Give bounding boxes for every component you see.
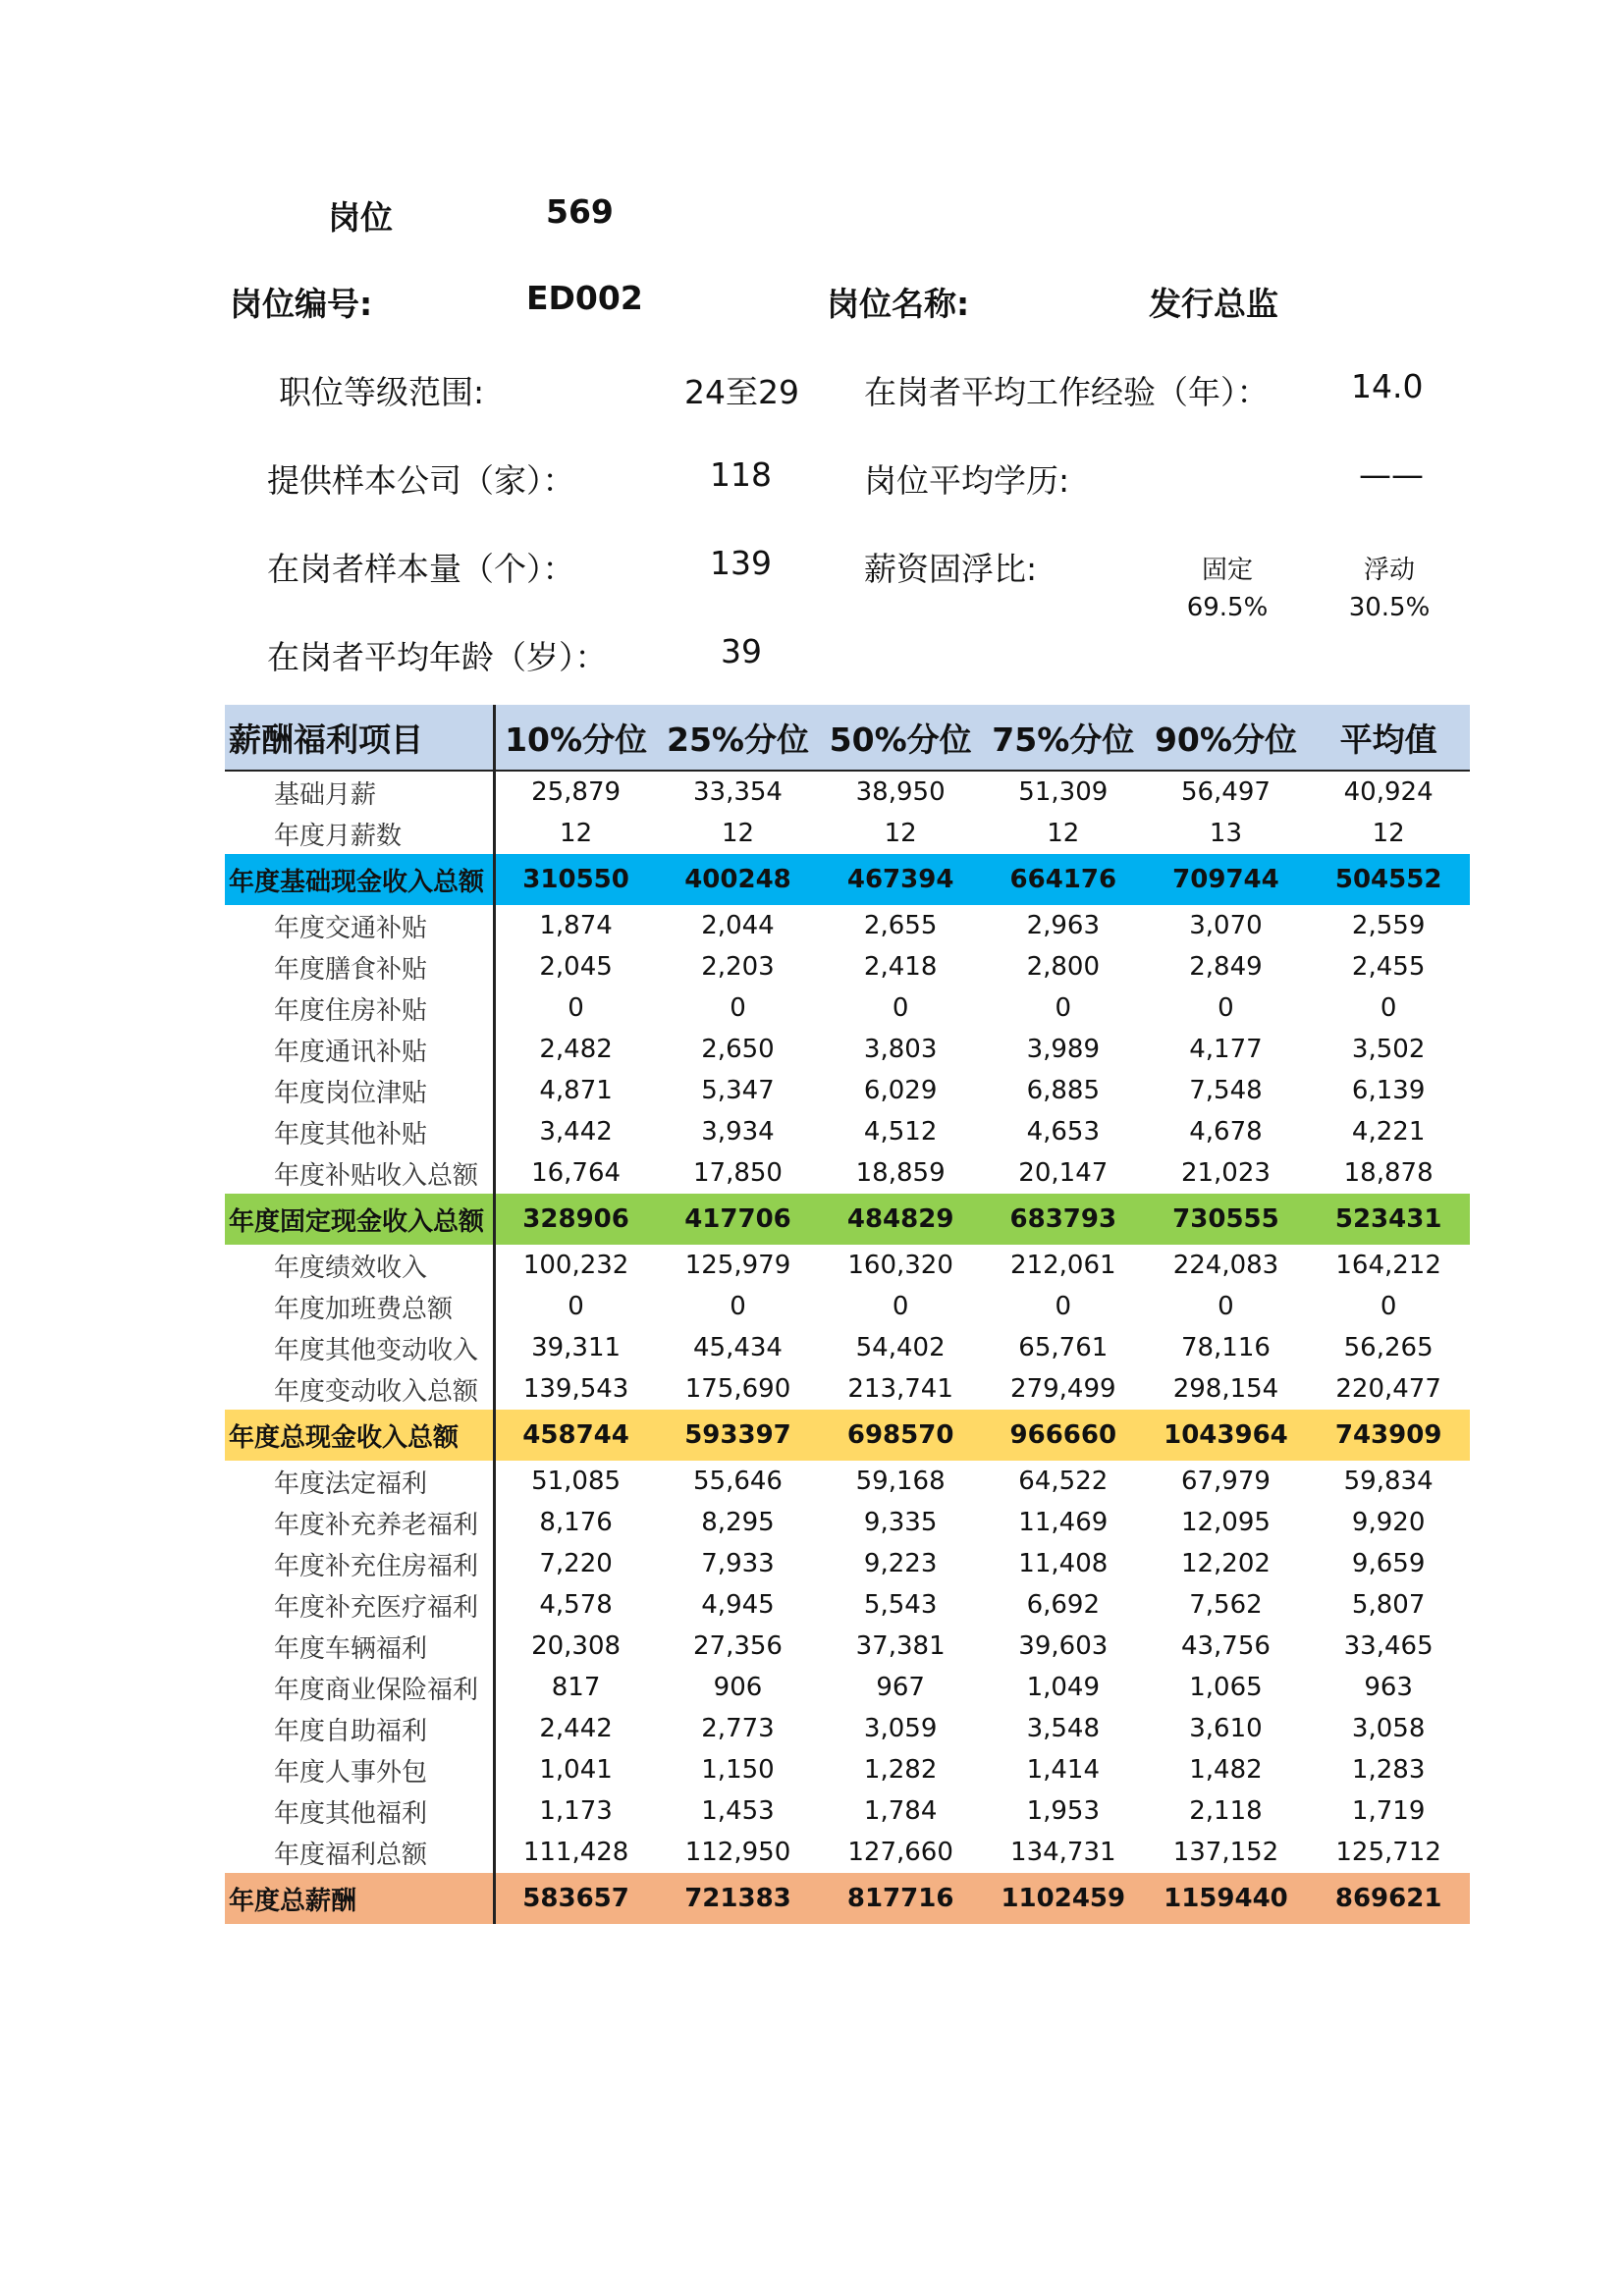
cell-value: 12,202 [1180,1549,1271,1578]
table-row [225,1626,1470,1667]
cell-value: 56,265 [1343,1333,1434,1362]
cell-value: 2,655 [863,911,938,940]
row-label: 年度基础现金收入总额 [225,854,494,905]
cell-value: 0 [1218,1292,1234,1321]
cell-value: 27,356 [692,1631,783,1661]
cell-value: 0 [568,1292,584,1321]
cell-value: 2,418 [863,952,938,982]
cell-value: 0 [1218,993,1234,1023]
cell-value: 1,049 [1026,1673,1101,1702]
cell-value: 127,660 [847,1838,953,1867]
cell-value: 504552 [1334,865,1442,894]
column-header: 50%分位 [819,705,982,771]
cell-value: 2,455 [1351,952,1426,982]
cell-value: 0 [730,993,746,1023]
cell-value: 2,849 [1189,952,1263,982]
cell-value: 1102459 [1001,1884,1126,1913]
table-row [225,1832,1470,1873]
cell-value: 1,784 [863,1796,938,1826]
table-row [225,1286,1470,1327]
cell-value: 3,803 [863,1035,938,1064]
table-total-row [225,854,1470,905]
cell-value: 0 [892,1292,909,1321]
cell-value: 8,176 [539,1508,613,1537]
cell-value: 40,924 [1343,777,1434,807]
row-label: 年度膳食补贴 [225,946,494,988]
cell-value: 1,041 [539,1755,613,1785]
post-label: 岗位 [328,198,393,237]
table-row [225,1543,1470,1584]
row-label: 年度交通补贴 [225,905,494,946]
row-label: 年度其他福利 [225,1790,494,1832]
row-label: 年度住房补贴 [225,988,494,1029]
row-label: 年度岗位津贴 [225,1070,494,1111]
post-value: 569 [546,192,614,231]
column-header: 平均值 [1307,705,1470,771]
cell-value: 45,434 [692,1333,783,1362]
cell-value: 458744 [522,1420,629,1450]
cell-value: 33,465 [1343,1631,1434,1661]
cell-value: 59,834 [1343,1467,1434,1496]
table-row [225,1029,1470,1070]
cell-value: 1,283 [1351,1755,1426,1785]
cell-value: 59,168 [855,1467,946,1496]
cell-value: 112,950 [684,1838,791,1867]
cell-value: 9,223 [863,1549,938,1578]
cell-value: 721383 [684,1884,791,1913]
cell-value: 0 [1380,993,1397,1023]
cell-value: 467394 [846,865,954,894]
cell-value: 137,152 [1172,1838,1279,1867]
cell-value: 39,311 [531,1333,622,1362]
cell-value: 9,335 [863,1508,938,1537]
cell-value: 4,177 [1189,1035,1263,1064]
cell-value: 817 [551,1673,601,1702]
cell-value: 20,308 [531,1631,622,1661]
cell-value: 3,070 [1189,911,1263,940]
salary-table [225,705,1470,1924]
table-row [225,1070,1470,1111]
cell-value: 583657 [522,1884,629,1913]
cell-value: 1,150 [701,1755,775,1785]
cell-value: 51,309 [1018,777,1109,807]
table-total-row [225,1410,1470,1461]
row-label: 年度其他变动收入 [225,1327,494,1368]
cell-value: 683793 [1009,1204,1117,1234]
cell-value: 2,442 [539,1714,613,1743]
cell-value: 869621 [1334,1884,1442,1913]
cell-value: 1,065 [1189,1673,1263,1702]
cell-value: 709744 [1172,865,1279,894]
table-row [225,1245,1470,1286]
cell-value: 11,408 [1018,1549,1109,1578]
post-name-label: 岗位名称: [827,285,970,323]
cell-value: 39,603 [1018,1631,1109,1661]
avg-education-label: 岗位平均学历: [864,461,1070,500]
cell-value: 400248 [684,865,791,894]
cell-value: 0 [892,993,909,1023]
cell-value: 78,116 [1180,1333,1271,1362]
cell-value: 1043964 [1164,1420,1288,1450]
table-row [225,946,1470,988]
row-label: 年度总薪酬 [225,1873,494,1924]
cell-value: 2,118 [1189,1796,1263,1826]
fixed-value: 69.5% [1186,593,1269,622]
table-row [225,988,1470,1029]
avg-education-value: —— [1359,455,1424,494]
sample-company-label: 提供样本公司（家）： [267,461,575,500]
cell-value: 4,653 [1026,1117,1101,1147]
cell-value: 3,989 [1026,1035,1101,1064]
cell-value: 56,497 [1180,777,1271,807]
table-row [225,1749,1470,1790]
row-label: 年度补充医疗福利 [225,1584,494,1626]
cell-value: 0 [1380,1292,1397,1321]
table-row [225,1708,1470,1749]
cell-value: 2,800 [1026,952,1101,982]
table-row [225,1111,1470,1152]
cell-value: 3,058 [1351,1714,1426,1743]
row-label: 年度通讯补贴 [225,1029,494,1070]
cell-value: 743909 [1334,1420,1442,1450]
cell-value: 4,871 [539,1076,613,1105]
cell-value: 593397 [684,1420,791,1450]
cell-value: 3,502 [1351,1035,1426,1064]
cell-value: 1,173 [539,1796,613,1826]
table-row [225,813,1470,854]
float-value: 30.5% [1348,593,1431,622]
cell-value: 1,719 [1351,1796,1426,1826]
table-total-row [225,1194,1470,1245]
cell-value: 160,320 [847,1251,953,1280]
cell-value: 67,979 [1180,1467,1271,1496]
row-label: 年度补贴收入总额 [225,1152,494,1194]
cell-value: 6,029 [863,1076,938,1105]
cell-value: 9,920 [1351,1508,1426,1537]
cell-value: 1,453 [701,1796,775,1826]
cell-value: 12 [721,819,755,848]
table-row [225,1584,1470,1626]
cell-value: 12 [1047,819,1080,848]
cell-value: 125,712 [1335,1838,1441,1867]
cell-value: 111,428 [522,1838,629,1867]
cell-value: 2,773 [701,1714,775,1743]
cell-value: 0 [568,993,584,1023]
row-label: 年度固定现金收入总额 [225,1194,494,1245]
cell-value: 310550 [522,865,629,894]
sample-company-value: 118 [710,455,772,494]
post-code-label: 岗位编号: [230,285,373,323]
table-row [225,1502,1470,1543]
cell-value: 164,212 [1335,1251,1441,1280]
column-header: 10%分位 [494,705,657,771]
row-label: 年度月薪数 [225,813,494,854]
cell-value: 4,578 [539,1590,613,1620]
cell-value: 4,945 [701,1590,775,1620]
cell-value: 37,381 [855,1631,946,1661]
cell-value: 55,646 [692,1467,783,1496]
column-header: 90%分位 [1145,705,1308,771]
table-row [225,1461,1470,1502]
table-row [225,1327,1470,1368]
cell-value: 7,548 [1189,1076,1263,1105]
cell-value: 2,650 [701,1035,775,1064]
cell-value: 17,850 [692,1158,783,1188]
row-label: 年度自助福利 [225,1708,494,1749]
avg-experience-label: 在岗者平均工作经验（年）： [864,373,1270,411]
table-row [225,771,1470,813]
cell-value: 33,354 [692,777,783,807]
cell-value: 6,139 [1351,1076,1426,1105]
row-label: 年度绩效收入 [225,1245,494,1286]
cell-value: 3,059 [863,1714,938,1743]
post-name-value: 发行总监 [1149,285,1278,323]
cell-value: 9,659 [1351,1549,1426,1578]
cell-value: 1,282 [863,1755,938,1785]
row-label: 年度人事外包 [225,1749,494,1790]
cell-value: 224,083 [1172,1251,1279,1280]
row-label: 年度其他补贴 [225,1111,494,1152]
cell-value: 64,522 [1018,1467,1109,1496]
cell-value: 730555 [1172,1204,1279,1234]
cell-value: 18,878 [1343,1158,1434,1188]
cell-value: 38,950 [855,777,946,807]
float-label: 浮动 [1363,556,1415,585]
row-label: 年度补充住房福利 [225,1543,494,1584]
cell-value: 2,963 [1026,911,1101,940]
row-label: 年度车辆福利 [225,1626,494,1667]
row-label: 年度补充养老福利 [225,1502,494,1543]
row-label: 基础月薪 [225,771,494,813]
cell-value: 0 [1055,993,1072,1023]
cell-value: 0 [1055,1292,1072,1321]
cell-value: 4,512 [863,1117,938,1147]
sample-size-value: 139 [710,544,772,582]
cell-value: 11,469 [1018,1508,1109,1537]
table-body [225,771,1470,1924]
cell-value: 134,731 [1010,1838,1116,1867]
cell-value: 25,879 [531,777,622,807]
row-label: 年度总现金收入总额 [225,1410,494,1461]
cell-value: 12,095 [1180,1508,1271,1537]
cell-value: 3,610 [1189,1714,1263,1743]
cell-value: 7,933 [701,1549,775,1578]
cell-value: 43,756 [1180,1631,1271,1661]
cell-value: 7,220 [539,1549,613,1578]
cell-value: 1,953 [1026,1796,1101,1826]
cell-value: 139,543 [522,1374,629,1404]
cell-value: 417706 [684,1204,791,1234]
cell-value: 6,885 [1026,1076,1101,1105]
cell-value: 2,482 [539,1035,613,1064]
cell-value: 2,559 [1351,911,1426,940]
row-label: 年度变动收入总额 [225,1368,494,1410]
grade-range-label: 职位等级范围: [279,373,485,411]
cell-value: 3,442 [539,1117,613,1147]
cell-value: 20,147 [1018,1158,1109,1188]
table-row [225,905,1470,946]
column-header: 25%分位 [657,705,820,771]
cell-value: 4,678 [1189,1117,1263,1147]
table-row [225,1667,1470,1708]
cell-value: 664176 [1009,865,1117,894]
cell-value: 817716 [846,1884,954,1913]
cell-value: 1,482 [1189,1755,1263,1785]
row-label: 年度商业保险福利 [225,1667,494,1708]
cell-value: 279,499 [1010,1374,1116,1404]
cell-value: 5,807 [1351,1590,1426,1620]
row-label: 年度福利总额 [225,1832,494,1873]
pay-ratio-label: 薪资固浮比: [864,550,1038,588]
column-header: 75%分位 [982,705,1145,771]
table-header-row [225,705,1470,771]
cell-value: 51,085 [531,1467,622,1496]
cell-value: 212,061 [1010,1251,1116,1280]
cell-value: 523431 [1334,1204,1442,1234]
cell-value: 12 [560,819,593,848]
cell-value: 3,548 [1026,1714,1101,1743]
cell-value: 18,859 [855,1158,946,1188]
cell-value: 3,934 [701,1117,775,1147]
post-code-value: ED002 [526,279,643,317]
cell-value: 220,477 [1335,1374,1441,1404]
cell-value: 4,221 [1351,1117,1426,1147]
table-row [225,1790,1470,1832]
cell-value: 1,874 [539,911,613,940]
row-label: 年度加班费总额 [225,1286,494,1327]
cell-value: 6,692 [1026,1590,1101,1620]
cell-value: 967 [876,1673,925,1702]
cell-value: 1159440 [1164,1884,1288,1913]
cell-value: 16,764 [531,1158,622,1188]
row-label: 年度法定福利 [225,1461,494,1502]
cell-value: 175,690 [684,1374,791,1404]
cell-value: 484829 [846,1204,954,1234]
cell-value: 65,761 [1018,1333,1109,1362]
grade-range-value: 24至29 [684,373,799,411]
cell-value: 100,232 [522,1251,629,1280]
cell-value: 2,045 [539,952,613,982]
cell-value: 966660 [1009,1420,1117,1450]
cell-value: 213,741 [847,1374,953,1404]
cell-value: 8,295 [701,1508,775,1537]
cell-value: 963 [1364,1673,1413,1702]
cell-value: 0 [730,1292,746,1321]
cell-value: 1,414 [1026,1755,1101,1785]
cell-value: 7,562 [1189,1590,1263,1620]
cell-value: 54,402 [855,1333,946,1362]
avg-age-value: 39 [721,632,762,670]
cell-value: 21,023 [1180,1158,1271,1188]
cell-value: 5,543 [863,1590,938,1620]
table-total-row [225,1873,1470,1924]
avg-experience-value: 14.0 [1351,367,1424,405]
cell-value: 13 [1209,819,1242,848]
cell-value: 12 [1372,819,1405,848]
table-row [225,1368,1470,1410]
cell-value: 12 [884,819,917,848]
table-row [225,1152,1470,1194]
fixed-label: 固定 [1201,556,1253,585]
cell-value: 298,154 [1172,1374,1279,1404]
cell-value: 2,203 [701,952,775,982]
avg-age-label: 在岗者平均年龄（岁）： [267,638,608,676]
cell-value: 125,979 [684,1251,791,1280]
column-header: 薪酬福利项目 [225,705,494,771]
cell-value: 328906 [522,1204,629,1234]
cell-value: 698570 [846,1420,954,1450]
cell-value: 5,347 [701,1076,775,1105]
sample-size-label: 在岗者样本量（个）： [267,550,575,588]
cell-value: 906 [713,1673,763,1702]
cell-value: 2,044 [701,911,775,940]
